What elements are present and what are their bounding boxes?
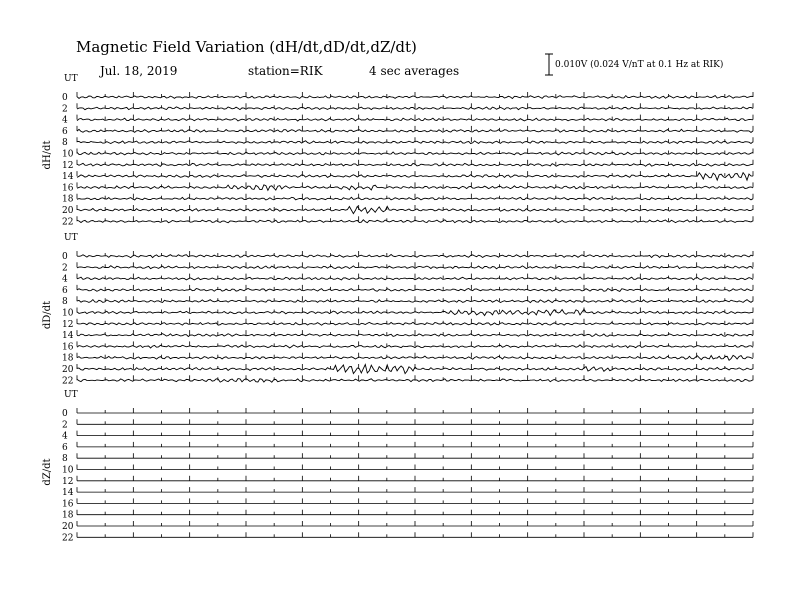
- row-label-8: 8: [62, 297, 68, 308]
- row-label-4: 4: [62, 115, 68, 126]
- row-label-22: 22: [62, 376, 74, 387]
- row-label-12: 12: [62, 319, 74, 330]
- row-label-20: 20: [62, 522, 74, 532]
- averaging-label: 4 sec averages: [369, 64, 460, 78]
- row-label-8: 8: [62, 138, 68, 149]
- row-label-16: 16: [62, 342, 74, 353]
- row-label-18: 18: [62, 353, 74, 364]
- row-label-4: 4: [62, 274, 68, 285]
- row-label-20: 20: [62, 365, 74, 375]
- ut-axis-label: UT: [64, 233, 78, 243]
- panel-dZ-dt: [42, 390, 753, 543]
- row-label-16: 16: [62, 183, 74, 194]
- row-label-6: 6: [62, 442, 68, 453]
- row-label-2: 2: [62, 420, 68, 431]
- scale-bar: [545, 54, 553, 75]
- row-label-0: 0: [62, 252, 68, 262]
- panel-ylabel: dZ/dt: [42, 458, 53, 486]
- row-label-0: 0: [62, 409, 68, 419]
- row-label-20: 20: [62, 206, 74, 216]
- row-label-18: 18: [62, 194, 74, 205]
- row-label-10: 10: [62, 308, 74, 319]
- row-label-16: 16: [62, 499, 74, 510]
- scale-note: 0.010V (0.024 V/nT at 0.1 Hz at RIK): [555, 60, 724, 70]
- station-label: station=RIK: [248, 64, 323, 78]
- row-label-8: 8: [62, 454, 68, 465]
- date-label: Jul. 18, 2019: [100, 64, 178, 78]
- chart-title: Magnetic Field Variation (dH/dt,dD/dt,dZ/dt): [76, 38, 417, 56]
- row-label-18: 18: [62, 510, 74, 521]
- panel-dH-dt: [42, 74, 753, 227]
- row-label-14: 14: [62, 331, 74, 342]
- ut-axis-label: UT: [64, 74, 78, 84]
- panel-ylabel: dD/dt: [42, 300, 53, 330]
- row-label-4: 4: [62, 431, 68, 442]
- ut-axis-label: UT: [64, 390, 78, 400]
- row-label-2: 2: [62, 104, 68, 115]
- row-label-14: 14: [62, 172, 74, 183]
- row-label-6: 6: [62, 126, 68, 137]
- row-label-22: 22: [62, 217, 74, 228]
- row-label-10: 10: [62, 149, 74, 160]
- row-label-6: 6: [62, 285, 68, 296]
- row-label-0: 0: [62, 93, 68, 103]
- row-label-12: 12: [62, 160, 74, 171]
- row-label-10: 10: [62, 465, 74, 476]
- row-label-14: 14: [62, 488, 74, 499]
- panel-ylabel: dH/dt: [42, 140, 53, 170]
- row-label-2: 2: [62, 263, 68, 274]
- panel-dD-dt: [42, 233, 753, 386]
- row-label-22: 22: [62, 533, 74, 544]
- row-label-12: 12: [62, 476, 74, 487]
